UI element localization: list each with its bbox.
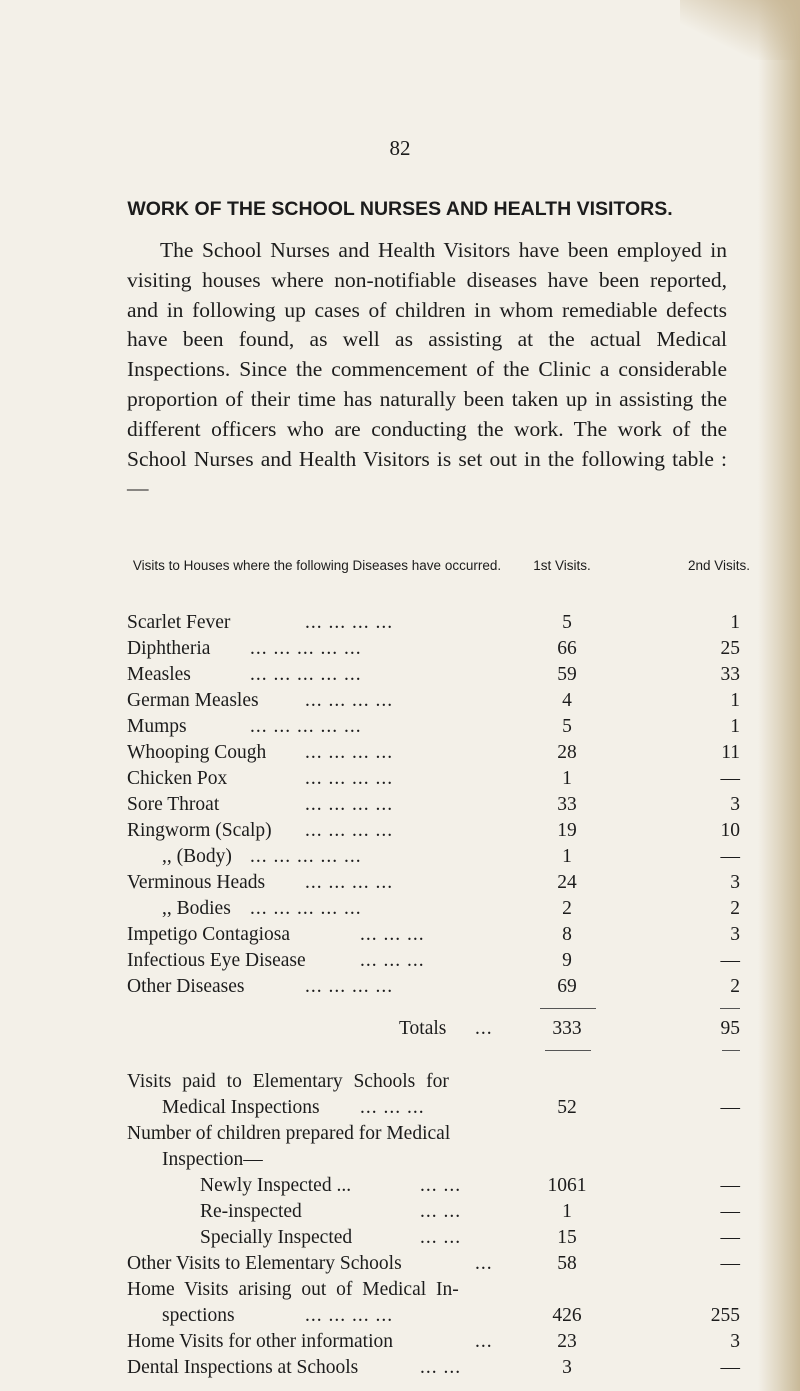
row-label: Dental Inspections at Schools [127,1357,359,1378]
row-label-line2: spections [162,1305,235,1326]
leader-dots: ... ... ... ... [305,976,394,997]
row-label: Specially Inspected [200,1227,353,1248]
second-visits-value: 1 [730,612,740,633]
row-label: Verminous Heads [127,872,266,893]
row-label: Whooping Cough [127,742,267,763]
first-visits-value: 5 [562,716,572,737]
leader-dots: ... ... ... [360,1097,425,1118]
row-label-line1: Number of children prepared for Medical [127,1123,451,1144]
leader-dots: ... ... [420,1175,462,1196]
row-label: Other Diseases [127,976,245,997]
table-row [0,1303,800,1329]
row-label-line1: Home Visits arising out of Medical In- [127,1279,459,1300]
leader-dots: ... ... ... ... [305,872,394,893]
first-visits-value: 5 [562,612,572,633]
totals-first-visits: 333 [552,1018,582,1039]
leader-dots: ... ... [420,1227,462,1248]
second-visits-value: — [720,1227,740,1248]
row-label: Sore Throat [127,794,220,815]
page-corner-shadow [680,0,800,60]
table-row [0,1199,800,1225]
second-visits-value: 2 [730,898,740,919]
table-row [0,974,800,1000]
row-label: Re-inspected [200,1201,302,1222]
table-row [0,1069,800,1095]
section-heading: WORK OF THE SCHOOL NURSES AND HEALTH VISITORS. [127,198,673,220]
table-header-description: Visits to Houses where the following Diseases have occurred. [132,558,502,573]
row-label: Mumps [127,716,187,737]
second-visits-value: — [720,1097,740,1118]
totals-second-visits: 95 [720,1018,740,1039]
table-row [0,662,800,688]
leader-dots: ... ... ... ... [305,820,394,841]
row-label-line2: Inspection— [162,1149,263,1170]
first-visits-value: 58 [557,1253,577,1274]
row-label: Scarlet Fever [127,612,231,633]
row-label: Measles [127,664,191,685]
leader-dots: ... ... ... ... [305,690,394,711]
table-header-second-visits: 2nd Visits. [687,558,750,573]
second-visits-value: — [720,1201,740,1222]
table-row [0,1225,800,1251]
table-row [0,1355,800,1381]
second-visits-value: — [720,1357,740,1378]
table-row [0,896,800,922]
table-row [0,1277,800,1303]
table-row [0,610,800,636]
first-visits-value: 69 [557,976,577,997]
row-label-line1: Visits paid to Elementary Schools for [127,1071,449,1092]
row-label-line2: Medical Inspections [162,1097,320,1118]
table-row [0,1251,800,1277]
table-row [0,1095,800,1121]
second-visits-value: 3 [730,872,740,893]
first-visits-value: 1 [562,768,572,789]
totals-label: Totals [399,1018,447,1039]
first-visits-value: 1 [562,1201,572,1222]
table-row [0,1173,800,1199]
table-row [0,714,800,740]
second-visits-value: 1 [730,690,740,711]
second-visits-value: — [720,950,740,971]
leader-dots: ... ... ... ... [305,612,394,633]
second-visits-value: 2 [730,976,740,997]
table-row [0,636,800,662]
table-header [0,557,800,597]
first-visits-value: 59 [557,664,577,685]
second-visits-value: 1 [730,716,740,737]
leader-dots: ... ... ... ... [305,768,394,789]
leader-dots: ... ... ... ... [305,742,394,763]
leader-dots: ... ... ... ... ... [250,716,362,737]
leader-dots: ... ... ... ... ... [250,846,362,867]
row-label: Infectious Eye Disease [127,950,306,971]
leader-dots: ... ... ... ... ... [250,664,362,685]
second-visits-value: 25 [720,638,740,659]
table-row [0,870,800,896]
leader-dots: ... ... ... ... ... [250,898,362,919]
first-visits-value: 426 [552,1305,582,1326]
first-visits-value: 15 [557,1227,577,1248]
sum-rule [720,1008,740,1009]
second-visits-value: 10 [720,820,740,841]
page-number: 82 [389,136,411,160]
sum-rule [540,1008,596,1009]
table-row [0,1121,800,1147]
first-visits-value: 8 [562,924,572,945]
table-row [0,948,800,974]
first-visits-value: 19 [557,820,577,841]
table-row [0,766,800,792]
first-visits-value: 9 [562,950,572,971]
first-visits-value: 4 [562,690,572,711]
table-row [0,922,800,948]
second-visits-value: — [720,1175,740,1196]
second-visits-value: — [720,1253,740,1274]
first-visits-value: 2 [562,898,572,919]
intro-paragraph: The School Nurses and Health Visitors have been employed in visiting houses where non-notifiable diseases have been reported, and in following up cases of children in whom remediable defects have been found, as well as assisting at the actual Medical Inspections. Since the commencement of the Clinic a considerable proportion of their time has naturally been taken up in assisting the different officers who are conducting the work. The work of the School Nurses and Health Visitors is set out in the following table :— [127,238,727,501]
first-visits-value: 1061 [547,1175,587,1196]
row-label: Chicken Pox [127,768,228,789]
row-label: ,, Bodies [162,898,231,919]
totals-row [0,1016,800,1042]
second-visits-value: 3 [730,1331,740,1352]
leader-dots: ... [475,1331,493,1352]
second-visits-value: 33 [720,664,740,685]
table-row [0,1329,800,1355]
second-visits-value: 3 [730,924,740,945]
leader-dots: ... ... ... ... [305,1305,394,1326]
second-visits-value: — [720,768,740,789]
first-visits-value: 1 [562,846,572,867]
second-visits-value: 255 [710,1305,740,1326]
second-visits-value: — [720,846,740,867]
second-visits-value: 11 [721,742,740,763]
first-visits-value: 66 [557,638,577,659]
leader-dots: ... ... ... ... [305,794,394,815]
row-label: German Measles [127,690,259,711]
leader-dots: ... ... ... ... ... [250,638,362,659]
row-label: Newly Inspected ... [200,1175,352,1196]
leader-dots: ... ... [420,1201,462,1222]
table-row [0,740,800,766]
first-visits-value: 33 [557,794,577,815]
total-rule [722,1050,740,1051]
row-label: ,, (Body) [162,846,232,867]
first-visits-value: 24 [557,872,577,893]
row-label: Impetigo Contagiosa [127,924,291,945]
table-row [0,1147,800,1173]
table-row [0,818,800,844]
first-visits-value: 28 [557,742,577,763]
leader-dots: ... ... [420,1357,462,1378]
row-label: Diphtheria [127,638,211,659]
row-label: Other Visits to Elementary Schools [127,1253,402,1274]
total-rule [545,1050,591,1051]
table-header-first-visits: 1st Visits. [533,558,591,573]
first-visits-value: 3 [562,1357,572,1378]
row-label: Ringworm (Scalp) [127,820,272,841]
table-row [0,688,800,714]
leader-dots: ... ... ... [360,924,425,945]
table-row [0,844,800,870]
leader-dots: ... [475,1253,493,1274]
leader-dots: ... [475,1018,493,1039]
row-label: Home Visits for other information [127,1331,394,1352]
first-visits-value: 52 [557,1097,577,1118]
table-row [0,792,800,818]
second-visits-value: 3 [730,794,740,815]
leader-dots: ... ... ... [360,950,425,971]
first-visits-value: 23 [557,1331,577,1352]
